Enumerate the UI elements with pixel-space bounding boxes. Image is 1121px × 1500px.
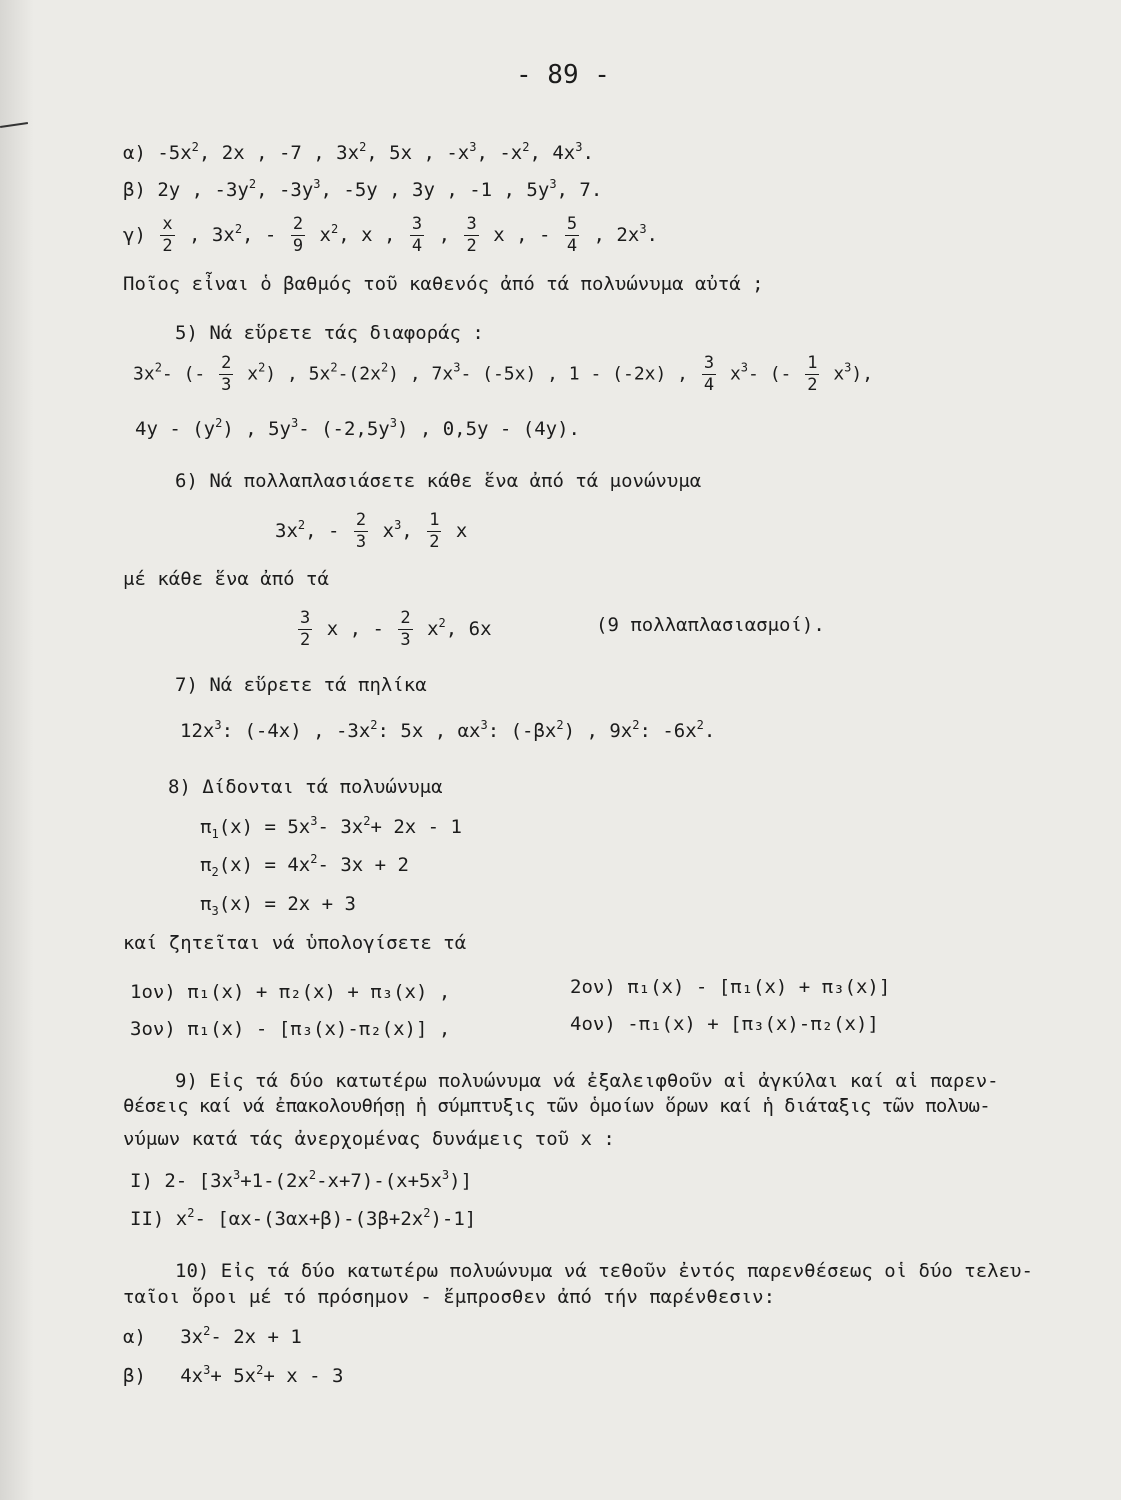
ex10-line-2: ταῖοι ὅροι μέ τό πρόσημον - ἔμπροσθεν ἀπό τήν παρένθεσιν:: [123, 1286, 776, 1308]
fraction: $\frac{3}{4}$: [411, 214, 423, 256]
ex8-poly-2: $\pi_2(x) = 4x^2-$ 3x + 2: [200, 852, 409, 879]
fraction: $\frac{5}{4}$: [566, 214, 578, 256]
ex10-line-1: 10) Εἰς τά δύο κατωτέρω πολυώνυμα νά τεθοῦν ἐντός παρενθέσεως οἱ δύο τελευ-: [175, 1260, 1033, 1282]
fraction: $\frac{3}{2}$: [466, 214, 477, 256]
ex6-middle: μέ κάθε ἕνα ἀπό τά: [123, 568, 329, 590]
ex7-line: $12x^3$: (-4x) , $-3x^2$: 5x , $\alpha x^3$: $(-\beta x^2)$ , $9x^2$: $-6x^2$.: [180, 718, 716, 742]
ex8-q2: 2ον) π₁(x) - [π₁(x) + π₃(x)]: [570, 976, 891, 998]
ex5-line-1: $3x^2-$ (- $\frac{2}{3}$ $x^2$) , $5x^2-(2x^2)$ , $7x^3-$ (-5x) , 1 - (-2x) , $\frac{3}{4}$ $x^3-$ (- $\frac{1}{2}$ $x^3$),: [133, 353, 874, 395]
ex9-line-2: θέσεις καί νά ἐπακολουθήσῃ ἡ σύμπτυξις τῶν ὁμοίων ὅρων καί ἡ διάταξις τῶν πολυω-: [123, 1095, 991, 1117]
ex8-title: 8) Δίδονται τά πολυώνυμα: [168, 776, 443, 798]
ex8-ask: καί ζητεῖται νά ὑπολογίσετε τά: [123, 932, 467, 954]
ex8-q3: 3ον) π₁(x) - [π₃(x)-π₂(x)] ,: [130, 1018, 451, 1040]
ex9-poly-ii: II) $x^2-$ $[\alpha x-(3\alpha x+\beta)-(3\beta+2x^2)-1]$: [130, 1206, 477, 1230]
ex5-line-2: $4y - (y^2)$ , $5y^3-$ $(-2,5y^3)$ , 0,5y - (4y).: [135, 416, 580, 440]
ex9-line-1: 9) Εἰς τά δύο κατωτέρω πολυώνυμα νά ἐξαλειφθοῦν αἱ ἀγκύλαι καί αἱ παρεν-: [175, 1070, 999, 1092]
ex8-q4: 4ον) -π₁(x) + [π₃(x)-π₂(x)]: [570, 1013, 879, 1035]
ex7-title: 7) Νά εὕρετε τά πηλίκα: [175, 674, 427, 696]
ex8-poly-1: $\pi_1(x) = 5x^3-$ $3x^2+ 2x - 1$: [200, 814, 462, 841]
ex8-poly-3: $\pi_3(x) = 2x + 3$: [200, 893, 356, 918]
ex4-line-b: β) 2y , $-3y^2$, $-3y^3$, -5y , 3y , -1 , $5y^3$, 7.: [123, 177, 603, 201]
ex6-line-1: $3x^2$, - $\frac{2}{3}$ $x^3$, $\frac{1}{2}$ x: [275, 510, 468, 552]
ex4-question: Ποῖος εἶναι ὁ βαθμός τοῦ καθενός ἀπό τά πολυώνυμα αὐτά ;: [123, 273, 764, 295]
ex8-q1: 1ον) π₁(x) + π₂(x) + π₃(x) ,: [130, 981, 451, 1003]
ex4-line-c: γ) $\frac{x}{2}$ , $3x^2$, - $\frac{2}{9}$ $x^2$, x , $\frac{3}{4}$ , $\frac{3}{2}$ x , - $\frac{5}{4}$ , $2x^3$.: [123, 214, 658, 256]
ex4-line-a: α) $-5x^2$, 2x , -7 , $3x^2$, 5x , $-x^3$, $-x^2$, $4x^3$.: [123, 140, 594, 164]
ex6-line-2: $\frac{3}{2}$ x , - $\frac{2}{3}$ $x^2$, 6x: [300, 608, 492, 650]
ex5-title: 5) Νά εὕρετε τάς διαφοράς :: [175, 322, 484, 344]
ex6-note: (9 πολλαπλασιασμοί).: [596, 614, 825, 636]
page-number: - 89 -: [516, 60, 610, 90]
ex10-poly-b: β) $4x^3+ 5x^2+ x - 3$: [123, 1363, 344, 1387]
ex9-line-3: νύμων κατά τάς ἀνερχομένας δυνάμεις τοῦ x :: [123, 1128, 615, 1150]
ex10-poly-a: α) $3x^2-$ 2x + 1: [123, 1324, 302, 1348]
ex9-poly-i: I) 2- $[3x^3+1-(2x^2-x+7)-(x+5x^3)]$: [130, 1168, 473, 1192]
ex6-title: 6) Νά πολλαπλασιάσετε κάθε ἕνα ἀπό τά μονώνυμα: [175, 470, 702, 492]
fraction: $\frac{x}{2}$: [162, 214, 173, 256]
fraction: $\frac{2}{9}$: [292, 214, 304, 256]
margin-mark: [0, 122, 28, 128]
